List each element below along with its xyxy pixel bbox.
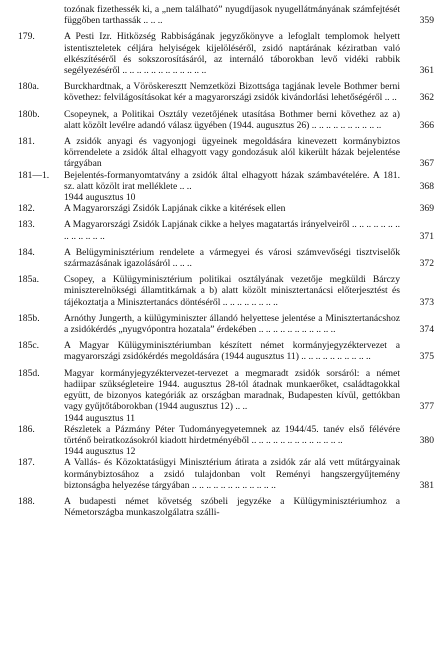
entry-number: 185d.	[18, 367, 40, 379]
entry-text: Csopeynek, a Politikai Osztály vezetőjének utasítása Bothmer berni követhez az a) alatt közölt levélre adandó válasz ügyében (1944. augusztus 26) .. .. .. .. .. .. .. .. .. ..	[64, 108, 400, 131]
page-number: 374	[419, 324, 434, 336]
toc-entry	[18, 340, 434, 362]
entry-body	[64, 81, 434, 103]
entry-body	[64, 340, 434, 362]
toc-entry	[18, 274, 434, 308]
entry-body	[64, 219, 434, 241]
date-heading: 1944 augusztus 12	[64, 446, 136, 458]
entry-body	[64, 424, 434, 446]
table-of-contents	[18, 4, 434, 518]
page-number: 368	[419, 180, 434, 192]
entry-number: 183.	[18, 219, 35, 231]
entry-text: Bejelentés-formanyomtatvány a zsidók által elhagyott házak számbavételére. A 181. sz. alatt közölt irat melléklete .. ..	[64, 169, 400, 192]
entry-number: 184.	[18, 246, 35, 258]
entry-text: A budapesti német követség szóbeli jegyzéke a Külügyminisztériumhoz a Németországba munkaszolgálatra szálli-	[64, 495, 400, 519]
entry-number: 180b.	[18, 108, 40, 120]
page-number: 367	[419, 158, 434, 170]
entry-text: A zsidók anyagi és vagyonjogi ügyeinek megoldására kinevezett kormánybiztos körrendelete a zsidók által elhagyott vagy gondozásuk alól kikerült házak bejelentése tárgyában	[64, 136, 400, 170]
entry-text: Magyar kormányjegyzéktervezet-tervezet a megmaradt zsidók sorsáról: a német hadiipar szükségleteire 1944. augusztus 28-tól átadnak munkaerőket, családtagokkal együtt, de bizonyos kategóriák az országban maradnak, Budapesten kívül, gettókban vagy gyűjtőtáborokban (1944 augusztus 12) .. ..	[64, 367, 400, 413]
entry-body	[64, 203, 434, 214]
entry-text: A Belügyminisztérium rendelete a vármegyei és városi számvevőségi tisztviselők származásának igazolásáról .. .. ..	[64, 246, 400, 270]
entry-body	[64, 274, 434, 308]
toc-entry	[18, 203, 434, 214]
entry-text: A Vallás- és Közoktatásügyi Minisztérium átirata a zsidók zár alá vett műtárgyainak kormánybiztosához a zsidó tulajdonban volt Reményi hangszergyűjtemény biztonságba helyezése tárgyában .. .. .. .. .. .. .. .. .. .. .. ..	[64, 457, 400, 491]
toc-entry	[18, 496, 434, 518]
toc-entry	[18, 4, 434, 26]
entry-number: 185c.	[18, 340, 40, 352]
date-heading: 1944 augusztus 10	[64, 192, 136, 204]
page-number: 372	[419, 258, 434, 270]
toc-entry	[18, 313, 434, 335]
entry-text: A Magyarországi Zsidók Lapjának cikke a kitérések ellen	[64, 203, 286, 215]
entry-number: 185a.	[18, 274, 40, 286]
entry-number: 186.	[18, 423, 35, 435]
entry-text: tozónak fizethessék ki, a „nem található” nyugdíjasok nyugellátmányának számfejtését függőben tarthassák .. .. ..	[64, 4, 400, 27]
page-number: 373	[419, 296, 434, 308]
page-number: 366	[419, 119, 434, 131]
entry-text: A Magyar Külügyminisztériumban készített német kormányjegyzéktervezet a magyarországi zsidókérdés megoldására (1944 augusztus 11) .. .. .. .. .. .. .. .. .. ..	[64, 340, 400, 363]
page-number: 359	[419, 15, 434, 27]
entry-number: 188.	[18, 495, 35, 507]
page-number: 369	[419, 203, 434, 215]
entry-number: 181—1.	[18, 169, 50, 181]
entry-number: 181.	[18, 136, 35, 148]
page-number: 361	[419, 65, 434, 77]
entry-body	[64, 170, 434, 192]
toc-entry	[18, 457, 434, 491]
toc-entry	[18, 109, 434, 131]
toc-entry	[18, 219, 434, 241]
entry-body	[64, 109, 434, 131]
toc-entry	[18, 170, 434, 192]
entry-body	[64, 247, 434, 269]
page-number: 375	[419, 351, 434, 363]
toc-entry	[18, 424, 434, 446]
entry-number: 179.	[18, 31, 35, 43]
page-number: 377	[419, 401, 434, 413]
entry-body	[64, 136, 434, 170]
page-number: 381	[419, 479, 434, 491]
entry-text: Arnóthy Jungerth, a külügyminiszter állandó helyettese jelentése a Minisztertanácshoz a zsidókérdés „nyugvópontra hozatala” érdekében .. .. .. .. .. .. .. .. .. .. ..	[64, 312, 400, 336]
page-number: 362	[419, 92, 434, 104]
toc-entry	[18, 247, 434, 269]
toc-entry	[18, 81, 434, 103]
toc-entry	[18, 31, 434, 76]
entry-body	[64, 31, 434, 76]
page-number: 380	[419, 434, 434, 446]
entry-text: A Magyarországi Zsidók Lapjának cikke a helyes magatartás irányelveiről .. .. .. .. .. .. .. .. .. .. .. .. ..	[64, 219, 400, 242]
toc-entry	[18, 136, 434, 170]
page-number: 371	[419, 230, 434, 242]
toc-entry	[18, 368, 434, 413]
entry-text: Részletek a Pázmány Péter Tudományegyetemnek az 1944/45. tanév első félévére történő beiratkozásokról kiadott hirdetményéből .. .. .. .. .. .. .. .. .. .. .. .. ..	[64, 423, 400, 446]
entry-text: A Pesti Izr. Hitközség Rabbiságának jegyzőkönyve a lefoglalt templomok helyett istentiszteletek céljára helyiségek kijelöléséről, zsidó naptárának kéziratban való elkészítéséről és sokszorosításáról, az internáló táborokban levő vidéki rabbik segélyezéséről .. .. .. .. .. .. .. .. .. .. .. ..	[64, 31, 400, 77]
entry-body	[64, 368, 434, 413]
entry-text: Csopey, a Külügyminisztérium politikai osztályának vezetője megküldi Bárczy miniszterelnökségi államtitkárnak a b) alatt közölt minisztertanácsi előterjesztést és tájékoztatja a Minisztertanács döntéséről .. .. .. .. .. .. .. ..	[64, 274, 400, 308]
entry-body	[64, 313, 434, 335]
entry-number: 182.	[18, 203, 35, 215]
date-heading: 1944 augusztus 11	[64, 412, 136, 424]
entry-body	[64, 4, 434, 26]
entry-number: 187.	[18, 457, 35, 469]
entry-body	[64, 457, 434, 491]
entry-text: Burckhardtnak, a Vöröskeresztt Nemzetközi Bizottsága tagjának levele Bothmer berni követhez: felvilágosításokat kér a magyarországi zsidók kivándorlási lehetőségéről .. ..	[64, 81, 400, 104]
entry-number: 180a.	[18, 81, 40, 93]
entry-number: 185b.	[18, 312, 40, 324]
entry-body	[64, 496, 434, 518]
